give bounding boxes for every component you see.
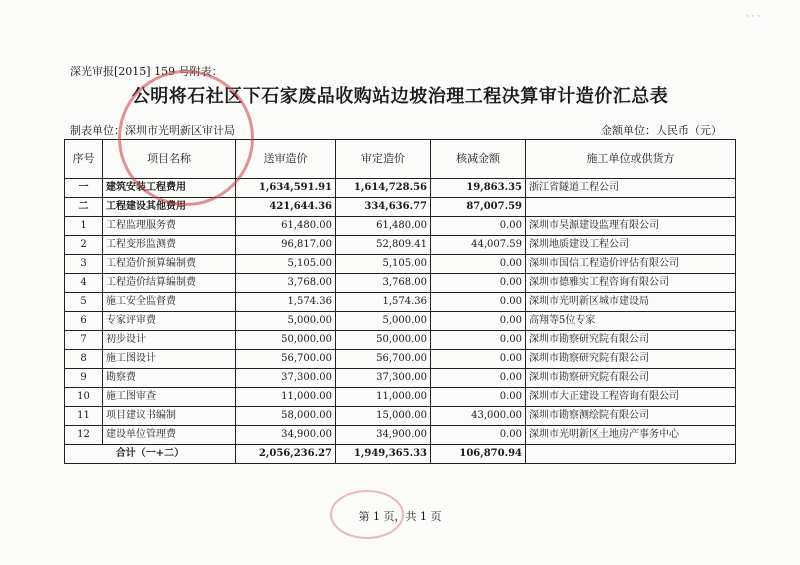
- row-reduced: 0.00: [431, 369, 526, 388]
- row-name: 建筑安装工程费用: [103, 179, 236, 198]
- row-reduced: 87,007.59: [431, 198, 526, 217]
- total-supplier: [526, 445, 736, 464]
- row-supplier: [526, 198, 736, 217]
- total-submitted: 2,056,236.27: [236, 445, 336, 464]
- row-submitted: 5,105.00: [236, 255, 336, 274]
- row-submitted: 11,000.00: [236, 388, 336, 407]
- row-approved: 50,000.00: [336, 331, 431, 350]
- row-name: 工程造价预算编制费: [103, 255, 236, 274]
- row-submitted: 34,900.00: [236, 426, 336, 445]
- row-supplier: 深圳市德雅实工程咨询有限公司: [526, 274, 736, 293]
- corner-mark: · · ·: [745, 12, 760, 22]
- row-approved: 1,614,728.56: [336, 179, 431, 198]
- row-no: 1: [65, 217, 103, 236]
- row-no: 4: [65, 274, 103, 293]
- row-no: 二: [65, 198, 103, 217]
- row-no: 10: [65, 388, 103, 407]
- row-name: 工程造价结算编制费: [103, 274, 236, 293]
- page-footer: 第 1 页，共 1 页: [358, 510, 442, 523]
- row-no: 8: [65, 350, 103, 369]
- table-row: [65, 293, 736, 312]
- row-name: 施工图设计: [103, 350, 236, 369]
- row-reduced: 0.00: [431, 293, 526, 312]
- row-approved: 56,700.00: [336, 350, 431, 369]
- table-row: [65, 236, 736, 255]
- row-submitted: 58,000.00: [236, 407, 336, 426]
- row-submitted: 61,480.00: [236, 217, 336, 236]
- total-reduced: 106,870.94: [431, 445, 526, 464]
- row-no: 12: [65, 426, 103, 445]
- table-row: [65, 312, 736, 331]
- row-reduced: 19,863.35: [431, 179, 526, 198]
- row-no: 6: [65, 312, 103, 331]
- row-submitted: 1,574.36: [236, 293, 336, 312]
- document-reference: 深光审报[2015] 159 号附表：: [70, 65, 223, 78]
- row-reduced: 0.00: [431, 331, 526, 350]
- page-title: 公明将石社区下石家废品收购站边坡治理工程决算审计造价汇总表: [131, 86, 669, 107]
- row-supplier: 深圳市勘察研究院有限公司: [526, 350, 736, 369]
- row-reduced: 0.00: [431, 312, 526, 331]
- row-supplier: 深圳市勘察测绘院有限公司: [526, 407, 736, 426]
- row-name: 施工图审查: [103, 388, 236, 407]
- row-approved: 34,900.00: [336, 426, 431, 445]
- row-approved: 15,000.00: [336, 407, 431, 426]
- row-supplier: 深圳市国信工程造价评估有限公司: [526, 255, 736, 274]
- total-approved: 1,949,365.33: [336, 445, 431, 464]
- row-supplier: 深圳地质建设工程公司: [526, 236, 736, 255]
- row-no: 11: [65, 407, 103, 426]
- row-no: 2: [65, 236, 103, 255]
- total-label: 合计（一+二）: [65, 445, 236, 464]
- row-submitted: 96,817.00: [236, 236, 336, 255]
- table-row: [65, 350, 736, 369]
- table-row: [65, 217, 736, 236]
- official-seal: [118, 70, 254, 206]
- row-approved: 61,480.00: [336, 217, 431, 236]
- row-name: 项目建议书编制: [103, 407, 236, 426]
- header-name: 项目名称: [103, 140, 236, 179]
- row-reduced: 0.00: [431, 255, 526, 274]
- row-no: 7: [65, 331, 103, 350]
- row-name: 工程建设其他费用: [103, 198, 236, 217]
- row-no: 9: [65, 369, 103, 388]
- row-approved: 5,105.00: [336, 255, 431, 274]
- row-approved: 52,809.41: [336, 236, 431, 255]
- row-reduced: 44,007.59: [431, 236, 526, 255]
- preparing-unit: 制表单位：深圳市光明新区审计局: [70, 124, 235, 137]
- row-submitted: 37,300.00: [236, 369, 336, 388]
- row-supplier: 深圳市大正建设工程咨询有限公司: [526, 388, 736, 407]
- row-reduced: 0.00: [431, 350, 526, 369]
- row-approved: 37,300.00: [336, 369, 431, 388]
- table-row: [65, 255, 736, 274]
- row-no: 一: [65, 179, 103, 198]
- total-row: [65, 445, 736, 464]
- row-supplier: 深圳市勘察研究院有限公司: [526, 331, 736, 350]
- row-no: 5: [65, 293, 103, 312]
- row-name: 勘察费: [103, 369, 236, 388]
- row-approved: 1,574.36: [336, 293, 431, 312]
- row-reduced: 0.00: [431, 388, 526, 407]
- header-no: 序号: [65, 140, 103, 179]
- table-row: [65, 369, 736, 388]
- row-submitted: 3,768.00: [236, 274, 336, 293]
- row-reduced: 43,000.00: [431, 407, 526, 426]
- row-name: 工程监理服务费: [103, 217, 236, 236]
- table-row: [65, 331, 736, 350]
- row-approved: 334,636.77: [336, 198, 431, 217]
- table-row: [65, 388, 736, 407]
- row-supplier: 深圳市光明新区城市建设局: [526, 293, 736, 312]
- row-submitted: 421,644.36: [236, 198, 336, 217]
- row-reduced: 0.00: [431, 426, 526, 445]
- row-supplier: 深圳市昊源建设监理有限公司: [526, 217, 736, 236]
- table-row: [65, 426, 736, 445]
- row-submitted: 56,700.00: [236, 350, 336, 369]
- row-supplier: 浙江省隧道工程公司: [526, 179, 736, 198]
- row-reduced: 0.00: [431, 217, 526, 236]
- row-no: 3: [65, 255, 103, 274]
- header-supplier: 施工单位或供货方: [526, 140, 736, 179]
- row-supplier: 深圳市勘察研究院有限公司: [526, 369, 736, 388]
- row-approved: 5,000.00: [336, 312, 431, 331]
- row-submitted: 5,000.00: [236, 312, 336, 331]
- header-approved: 审定造价: [336, 140, 431, 179]
- table-row: [65, 407, 736, 426]
- row-approved: 3,768.00: [336, 274, 431, 293]
- row-supplier: 高翔等5位专家: [526, 312, 736, 331]
- row-reduced: 0.00: [431, 274, 526, 293]
- row-name: 建设单位管理费: [103, 426, 236, 445]
- row-submitted: 50,000.00: [236, 331, 336, 350]
- table-row: [65, 274, 736, 293]
- row-name: 施工安全监督费: [103, 293, 236, 312]
- row-name: 工程变形监测费: [103, 236, 236, 255]
- row-submitted: 1,634,591.91: [236, 179, 336, 198]
- row-name: 专家评审费: [103, 312, 236, 331]
- row-approved: 11,000.00: [336, 388, 431, 407]
- header-submitted: 送审造价: [236, 140, 336, 179]
- header-reduced: 核减金额: [431, 140, 526, 179]
- currency-unit: 金额单位：人民币（元）: [601, 124, 722, 137]
- row-name: 初步设计: [103, 331, 236, 350]
- row-supplier: 深圳市光明新区土地房产事务中心: [526, 426, 736, 445]
